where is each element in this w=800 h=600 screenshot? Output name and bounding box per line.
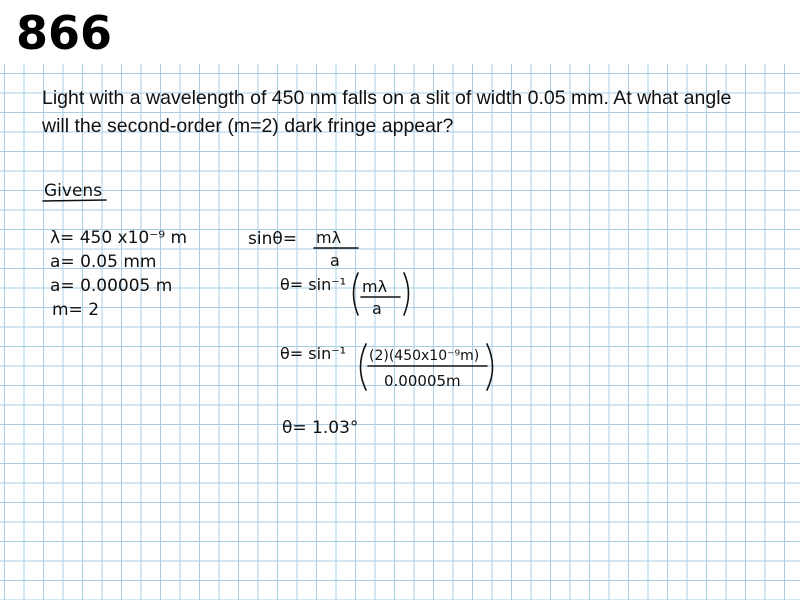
equation-3-right-paren <box>487 344 493 390</box>
equation-1-lhs: sinθ= <box>248 229 297 249</box>
givens-underline <box>43 200 106 201</box>
equation-2-numerator: mλ <box>362 277 388 296</box>
equation-2-left-paren <box>354 273 359 315</box>
given-wavelength: λ= 450 x10⁻⁹ m <box>50 228 188 248</box>
given-order: m= 2 <box>52 300 100 320</box>
given-slit-width-mm: a= 0.05 mm <box>50 252 157 272</box>
givens-heading: Givens <box>44 181 103 201</box>
page-number: 866 <box>16 6 113 60</box>
final-answer: θ= 1.03° <box>282 418 359 438</box>
equation-1-denominator: a <box>330 251 340 270</box>
equation-2-denominator: a <box>372 299 382 318</box>
equation-2-lhs: θ= sin⁻¹ <box>280 275 347 294</box>
equation-3-denominator: 0.00005m <box>384 372 461 390</box>
given-slit-width-m: a= 0.00005 m <box>50 276 173 296</box>
equation-3-left-paren <box>361 344 367 390</box>
problem-statement: Light with a wavelength of 450 nm falls on a slit of width 0.05 mm. At what angle will the second-order (m=2) dark fringe appear? <box>42 87 732 137</box>
equation-3-numerator: (2)(450x10⁻⁹m) <box>369 348 480 364</box>
equation-3-lhs: θ= sin⁻¹ <box>280 344 347 363</box>
equation-1-numerator: mλ <box>316 228 342 247</box>
equation-2-right-paren <box>404 273 409 315</box>
